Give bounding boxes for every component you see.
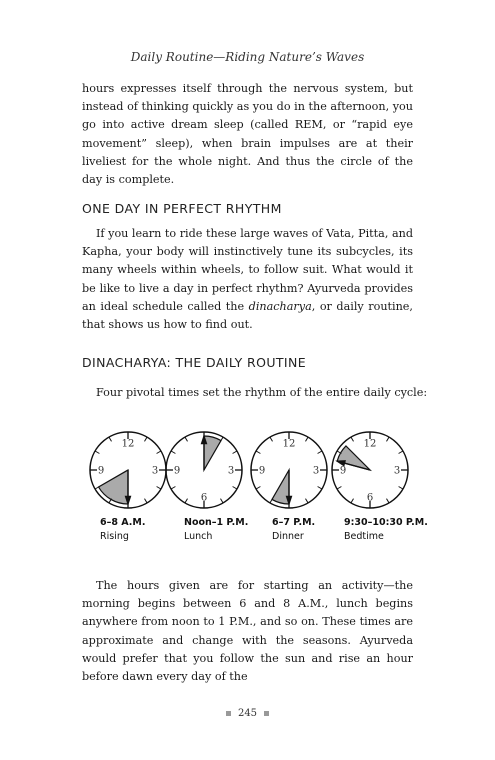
clock-time: 6–8 A.M. (100, 517, 146, 528)
paragraph-3: The hours given are for starting an activity—the morning begins between 6 and 8 A.M., lunch begins anywhere from noon to 1 P.M., and so on. These times are approximate and change with the seasons. Ayurveda would prefer that you follow the sun and rise an hour before dawn every day of the (82, 579, 413, 684)
clock-tick (318, 487, 322, 490)
clock-label: Rising (100, 531, 129, 542)
clock-time: 6–7 P.M. (272, 517, 316, 528)
clock-tick (233, 451, 237, 454)
clock-numeral: 3 (312, 465, 320, 477)
clock-tick (185, 437, 188, 441)
clock-tick (157, 451, 161, 454)
clock-tick (256, 487, 260, 490)
clock-tick (109, 437, 112, 441)
clock-label: Bedtime (344, 531, 384, 542)
clock-sector (272, 470, 289, 504)
clock-tick (337, 487, 341, 490)
clock-tick (270, 499, 273, 503)
paragraph-2-text: If you learn to ride these large waves of Vata, Pitta, and Kapha, your body will instinctively tune its subcycles, its many wheels within wheels, to follow suit. What would it be like to live a day in perfect rhythm? Ayurveda provides an ideal schedule called the (82, 227, 413, 313)
clock-numeral: 9 (339, 465, 347, 477)
clock-time: 9:30–10:30 P.M. (344, 517, 428, 528)
clock-numeral: 9 (258, 465, 266, 477)
term-dinacharya: dinacharya (248, 299, 312, 313)
clock-tick (387, 499, 390, 503)
clock-tick (233, 487, 237, 490)
clock-sector (204, 436, 221, 470)
clock-numeral: 3 (227, 465, 235, 477)
clock-tick (95, 451, 99, 454)
clock-tick (351, 499, 354, 503)
clock-time: Noon–1 P.M. (184, 517, 249, 528)
clock-face (332, 432, 408, 508)
clock-caption-bedtime (344, 516, 434, 544)
clock-numeral: 3 (151, 465, 159, 477)
clock-tick (318, 451, 322, 454)
clock-numeral: 9 (173, 465, 181, 477)
running-head: Daily Routine—Riding Nature’s Waves (130, 50, 365, 64)
clock-numeral: 3 (393, 465, 401, 477)
section-heading-daily-routine: DINACHARYA: THE DAILY ROUTINE (82, 355, 307, 370)
clock-tick (221, 437, 224, 441)
clock-face (166, 432, 242, 508)
paragraph-2 (82, 225, 413, 334)
page-footer (0, 708, 495, 719)
clock-tick (399, 451, 403, 454)
clock-label: Lunch (184, 531, 213, 542)
clock-tick (399, 487, 403, 490)
clock-tick (185, 499, 188, 503)
clock-numeral: 6 (200, 492, 208, 504)
clock-face (251, 432, 327, 508)
clock-numeral: 9 (97, 465, 105, 477)
clock-numeral: 6 (366, 492, 374, 504)
clock-tick (171, 487, 175, 490)
clock-numeral: 12 (363, 438, 377, 450)
clock-caption-lunch (184, 516, 274, 544)
clock-tick (145, 499, 148, 503)
clocks-intro: Four pivotal times set the rhythm of the entire daily cycle: (96, 386, 428, 399)
clock-numeral: 12 (121, 438, 135, 450)
clock-tick (171, 451, 175, 454)
clock-tick (306, 437, 309, 441)
clock-tick (157, 487, 161, 490)
clock-caption-rising (100, 516, 190, 544)
clock-figure-svg (80, 425, 420, 515)
clock-face (90, 432, 166, 508)
clock-label: Dinner (272, 531, 304, 542)
clock-tick (145, 437, 148, 441)
clock-tick (221, 499, 224, 503)
page-number: 245 (237, 708, 258, 719)
clock-tick (306, 499, 309, 503)
clock-tick (351, 437, 354, 441)
paragraph-1: hours expresses itself through the nervous system, but instead of thinking quickly as you do in the afternoon, you go into active dream sleep (called REM, or “rapid eye movement” sleep), when brain impulses are at their liveliest for the whole night. And thus the circle of the day is complete. (82, 82, 413, 187)
clock-tick (387, 437, 390, 441)
section-heading-perfect-rhythm: ONE DAY IN PERFECT RHYTHM (82, 201, 282, 216)
folio-ornament-icon (226, 711, 231, 716)
paragraph-2-end: , or daily routine, that shows us how to find out. (82, 299, 413, 332)
clock-tick (270, 437, 273, 441)
folio-ornament-icon (264, 711, 269, 716)
clock-numeral: 12 (282, 438, 296, 450)
clock-tick (256, 451, 260, 454)
